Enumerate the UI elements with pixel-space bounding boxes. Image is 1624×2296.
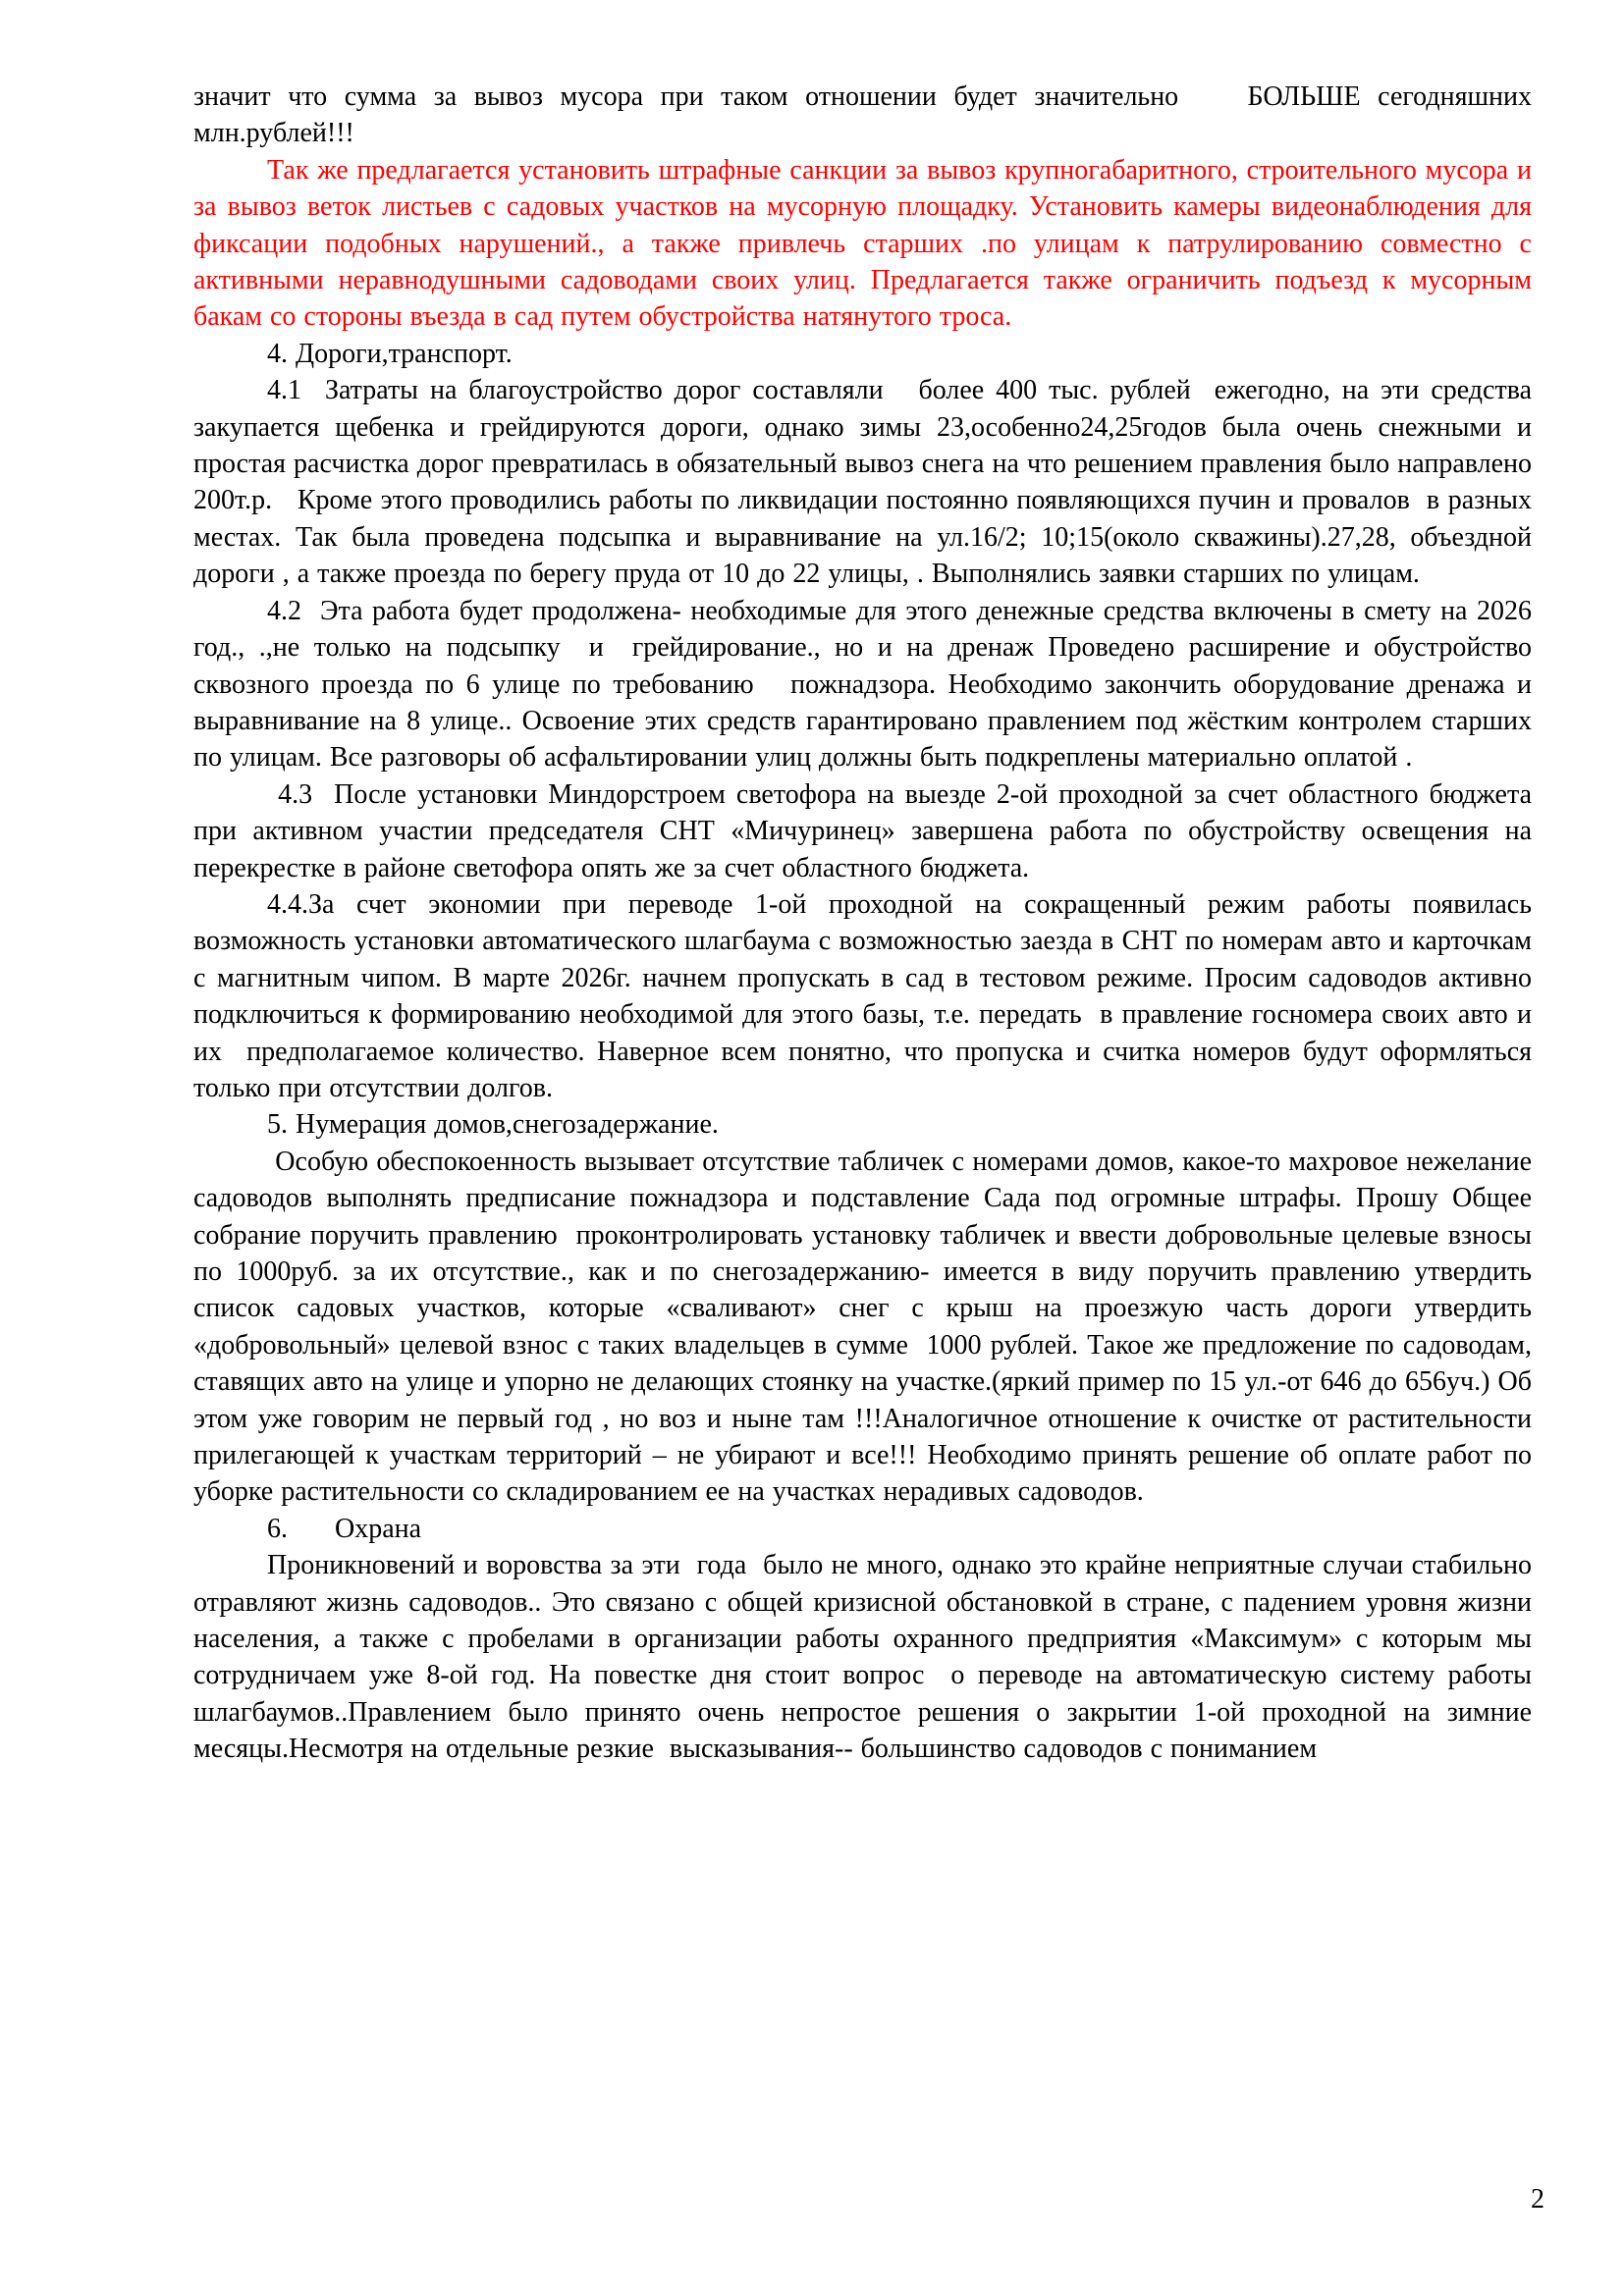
paragraph: 4.4.За счет экономии при переводе 1-ой проходной на сокращенный режим работы появилась возможность установки автоматического шлагбаума с возможностью заезда в СНТ по номерам авто и карточкам с магнитным чипом. В марте 2026г. начнем пропускать в сад в тестовом режиме. Просим садоводов активно подключиться к формированию необходимой для этого базы, т.е. передать в правление госномера своих авто и их предполагаемое количество. Наверное всем понятно, что пропуска и считка номеров будут оформляться только при отсутствии долгов. <box>193 888 1540 1103</box>
paragraph: значит что сумма за вывоз мусора при таком отношении будет значительно БОЛЬШЕ сегодняшних млн.рублей!!! <box>193 81 1547 149</box>
paragraph: 4. Дороги,транспорт. <box>267 338 513 369</box>
paragraph: Проникновений и воровства за эти года было не много, однако это крайне неприятные случаи стабильно отравляют жизнь садоводов.. Это связано с общей кризисной обстановкой в стране, с падением уровня жизни населения, а также с пробелами в организации работы охранного предприятия «Максимум» с которым мы сотрудничаем уже 8-ой год. На повестке дня стоит вопрос о переводе на автоматическую систему работы шлагбаумов..Правлением было принято очень непростое решения о закрытии 1-ой проходной на зимние месяцы.Несмотря на отдельные резкие высказывания-- большинство садоводов с пониманием <box>193 1550 1540 1765</box>
document-body <box>193 79 1555 1768</box>
paragraph: Так же предлагается установить штрафные санкции за вывоз крупногабаритного, строительного мусора и за вывоз веток листьев с садовых участков на мусорную площадку. Установить камеры видеонаблюдения для фиксации подобных нарушений., а также привлечь старших .по улицам к патрулированию совместно с активными неравнодушными садоводами своих улиц. Предлагается также ограничить подъезд к мусорным бакам со стороны въезда в сад путем обустройства натянутого троса. <box>193 154 1540 333</box>
paragraph: 4.3 После установки Миндорстроем светофора на выезде 2-ой проходной за счет областного бюджета при активном участии председателя СНТ «Мичуринец» завершена работа по обустройству освещения на перекрестке в районе светофора опять же за счет областного бюджета. <box>193 778 1540 883</box>
page-number: 2 <box>1531 2184 1544 2215</box>
paragraph: Особую обеспокоенность вызывает отсутствие табличек с номерами домов, какое-то махровое нежелание садоводов выполнять предписание пожнадзора и подставление Сада под огромные штрафы. Прошу Общее собрание поручить правлению проконтролировать установку табличек и ввести добровольные целевые взносы по 1000руб. за их отсутствие., как и по снегозадержанию- имеется в виду поручить правлению утвердить список садовых участков, которые «сваливают» снег с крыш на проезжую часть дороги утвердить «добровольный» целевой взнос с таких владельцев в сумме 1000 рублей. Такое же предложение по садоводам, ставящих авто на улице и упорно не делающих стоянку на участке.(яркий пример по 15 ул.-от 646 до 656уч.) Об этом уже говорим не первый год , но воз и ныне там !!!Аналогичное отношение к очистке от растительности прилегающей к участкам территорий – не убирают и все!!! Необходимо принять решение об оплате работ по уборке растительности со складированием ее на участках нерадивых садоводов. <box>193 1146 1540 1508</box>
paragraph: 4.2 Эта работа будет продолжена- необходимые для этого денежные средства включены в смету на 2026 год., .,не только на подсыпку и грейдирование., но и на дренаж Проведено расширение и обустройство сквозного проезда по 6 улице по требованию пожнадзора. Необходимо закончить оборудование дренажа и выравнивание на 8 улице.. Освоение этих средств гарантировано правлением под жёстким контролем старших по улицам. Все разговоры об асфальтировании улиц должны быть подкреплены материально оплатой . <box>193 595 1555 774</box>
paragraph: 6. Охрана <box>267 1513 422 1544</box>
paragraph: 4.1 Затраты на благоустройство дорог составляли более 400 тыс. рублей ежегодно, на эти средства закупается щебенка и грейдируются дороги, однако зимы 23,особенно24,25годов была очень снежными и простая расчистка дорог превратилась в обязательный вывоз снега на что решением правления было направлено 200т.р. Кроме этого проводились работы по ликвидации постоянно появляющихся пучин и провалов в разных местах. Так была проведена подсыпка и выравнивание на ул.16/2; 10;15(около скважины).27,28, объездной дороги , а также проезда по берегу пруда от 10 до 22 улицы, . Выполнялись заявки старших по улицам. <box>193 375 1540 590</box>
paragraph: 5. Нумерация домов,снегозадержание. <box>267 1109 719 1141</box>
